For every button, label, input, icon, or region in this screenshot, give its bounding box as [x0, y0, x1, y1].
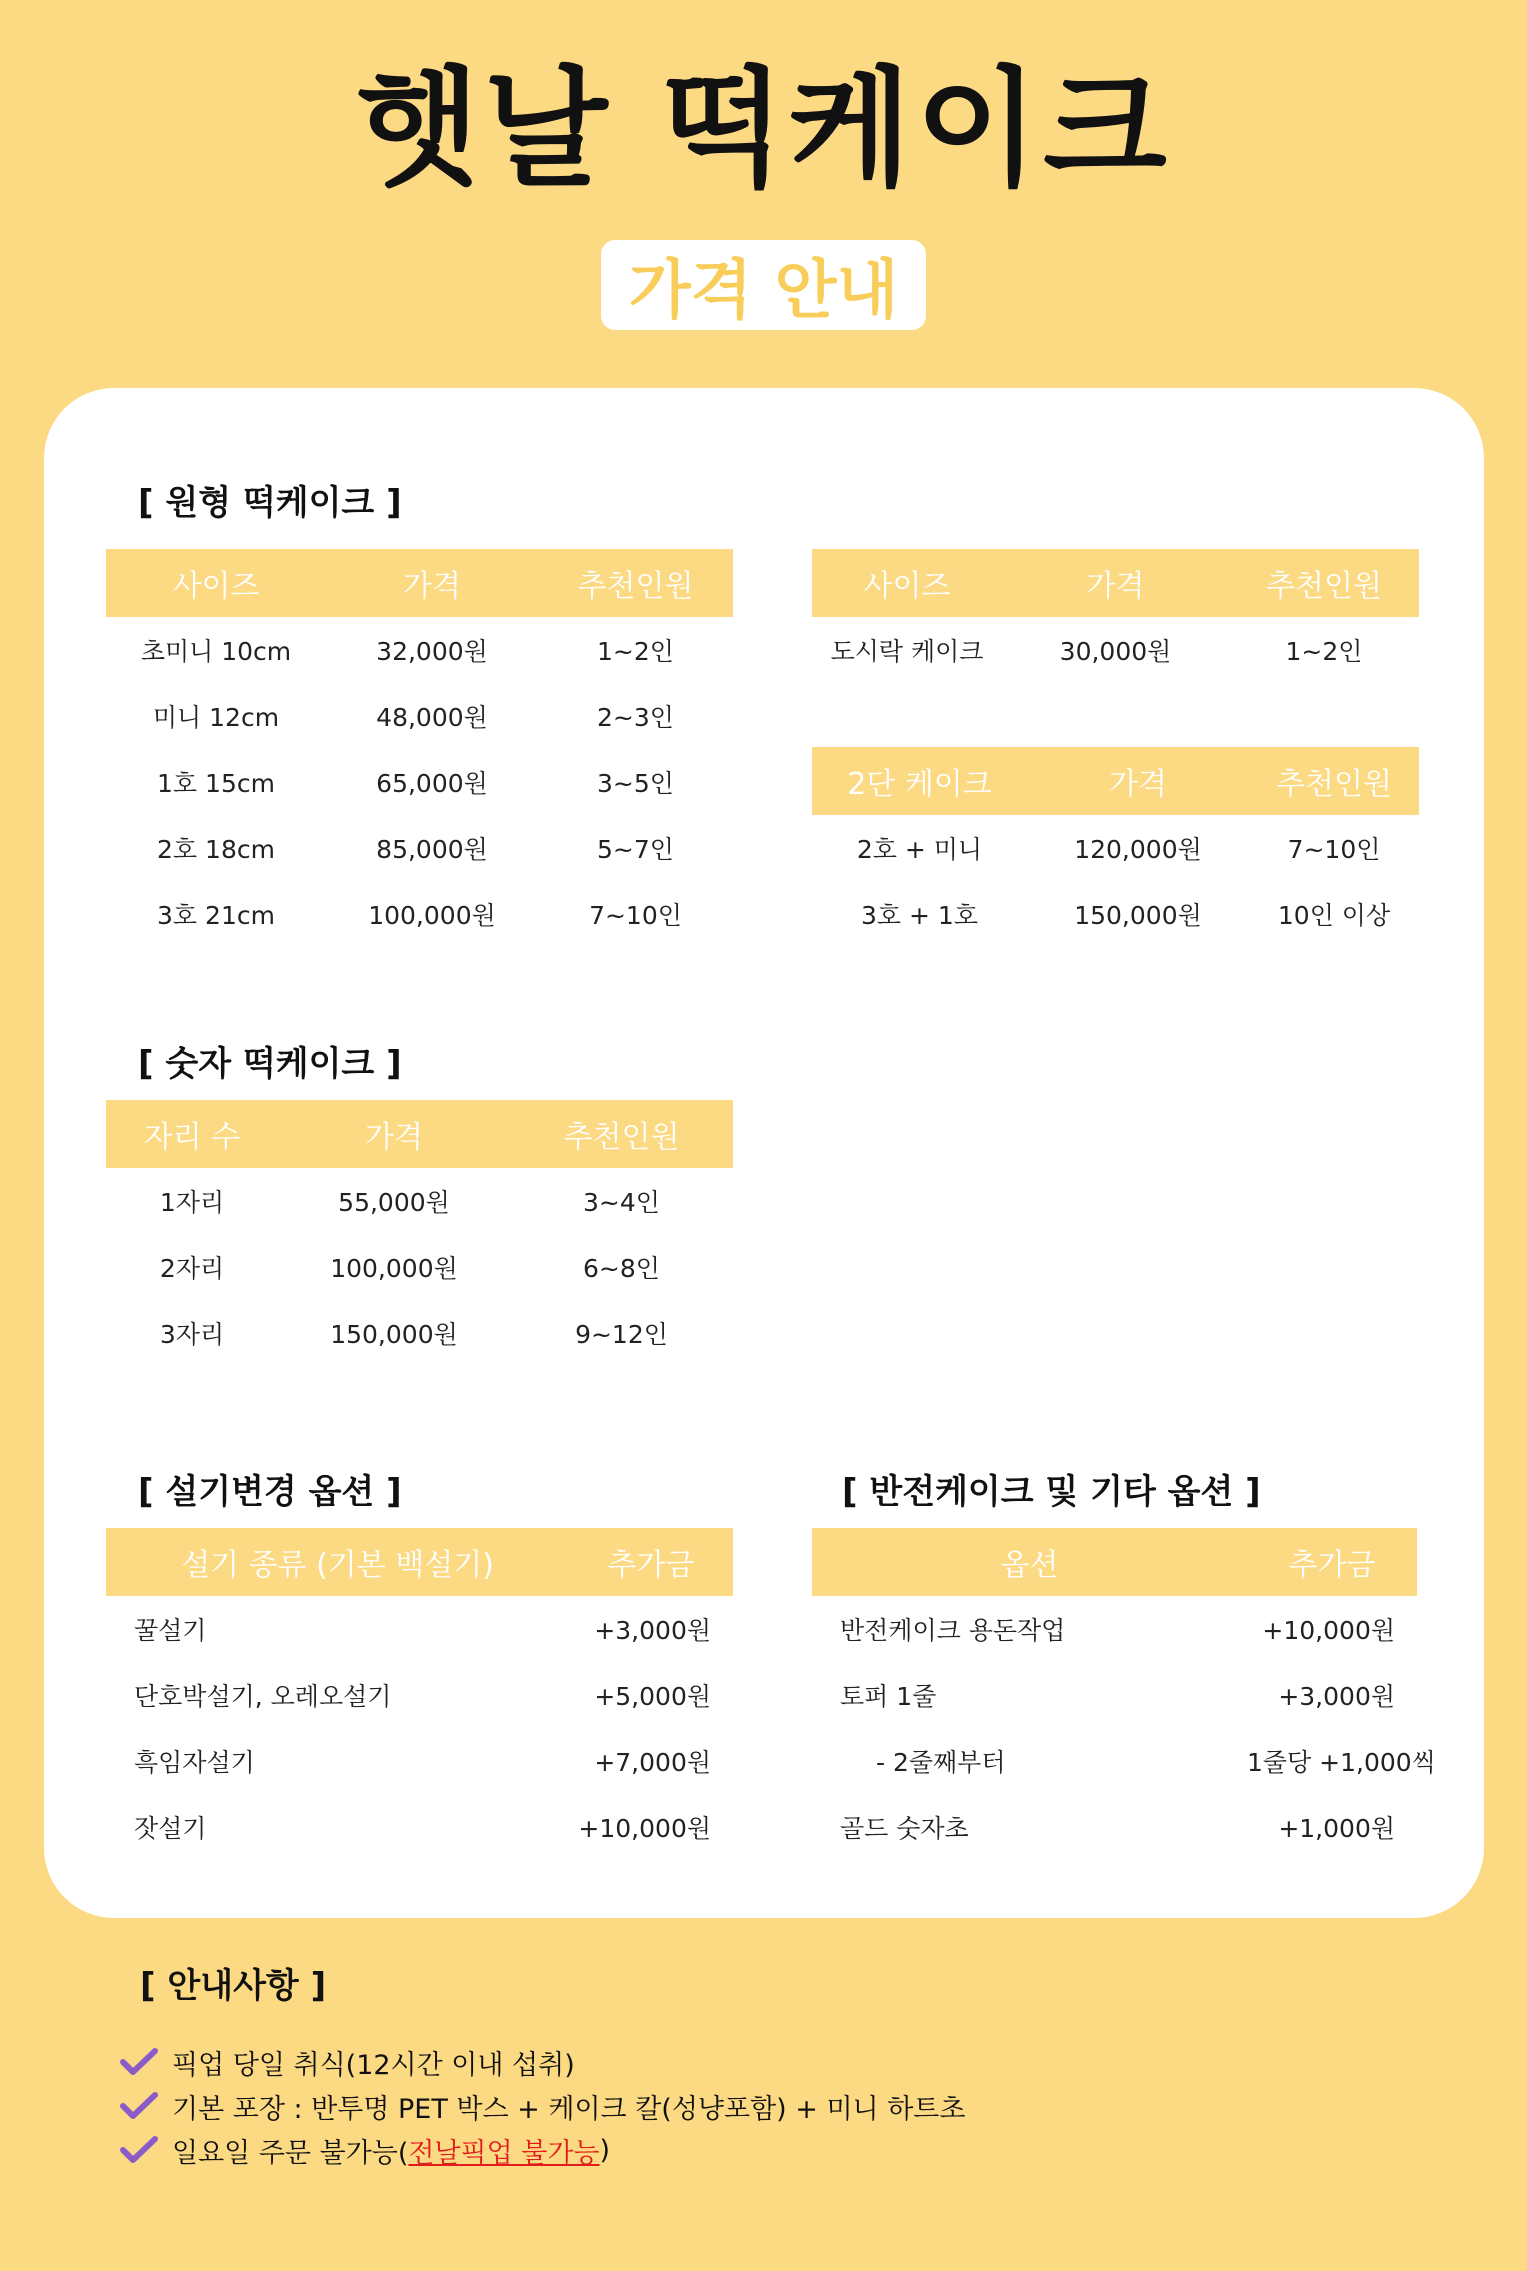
- table-header-row: [106, 1100, 733, 1168]
- header-cell: 가격: [326, 549, 538, 617]
- people-cell: 2~3인: [597, 703, 674, 732]
- extra-cost-cell: +3,000원: [1278, 1682, 1395, 1711]
- notice-text: 픽업 당일 취식(12시간 이내 섭취): [172, 2049, 575, 2081]
- table-row: [812, 1794, 1417, 1860]
- price-cell: 150,000원: [330, 1320, 458, 1349]
- round-section-title: [ 원형 떡케이크 ]: [138, 483, 402, 523]
- price-cell: 48,000원: [376, 703, 488, 732]
- table-row: [106, 683, 733, 749]
- check-icon: [120, 2047, 158, 2077]
- notice-list: [120, 2040, 965, 2172]
- option-cell: 반전케이크 용돈작업: [840, 1616, 1066, 1645]
- notice-item: [120, 2040, 965, 2084]
- table-row: [812, 1728, 1417, 1794]
- size-cell: 초미니 10cm: [140, 637, 292, 666]
- digits-cell: 1자리: [159, 1188, 225, 1217]
- price-cell: 32,000원: [376, 637, 488, 666]
- price-cell: 55,000원: [338, 1188, 450, 1217]
- subtitle-text: 가격 안내: [628, 254, 899, 328]
- table-row: [106, 881, 733, 947]
- header-cell: 가격: [278, 1100, 510, 1168]
- round-table: [106, 549, 733, 947]
- tier2-table: [812, 747, 1419, 947]
- size-cell: 1호 15cm: [157, 769, 275, 798]
- digits-cell: 2자리: [159, 1254, 225, 1283]
- table-row: [106, 1300, 733, 1366]
- table-row: [106, 1596, 733, 1662]
- header-cell: 사이즈: [106, 549, 326, 617]
- table-header-row: [812, 747, 1419, 815]
- people-cell: 7~10인: [1287, 835, 1381, 864]
- people-cell: 5~7인: [597, 835, 674, 864]
- table-header-row: [106, 549, 733, 617]
- header-cell: 가격: [1027, 747, 1249, 815]
- page-title: 햇날 떡케이크: [356, 55, 1171, 204]
- people-cell: 9~12인: [575, 1320, 668, 1349]
- notice-title: [ 안내사항 ]: [140, 1966, 327, 2006]
- people-cell: 3~4인: [583, 1188, 660, 1217]
- extra-cost-cell: +1,000원: [1278, 1814, 1395, 1843]
- number-table: [106, 1100, 733, 1366]
- people-cell: 7~10인: [589, 901, 682, 930]
- check-icon: [120, 2135, 158, 2165]
- price-cell: 100,000원: [330, 1254, 458, 1283]
- header-cell: 추가금: [569, 1528, 733, 1596]
- table-row: [812, 617, 1419, 683]
- table-header-row: [812, 1528, 1417, 1596]
- header-cell: 옵션: [812, 1528, 1247, 1596]
- table-header-row: [106, 1528, 733, 1596]
- table-row: [106, 1168, 733, 1234]
- header-cell: 2단 케이크: [812, 747, 1027, 815]
- options-section-title: [ 반전케이크 및 기타 옵션 ]: [842, 1472, 1261, 1512]
- people-cell: 6~8인: [583, 1254, 660, 1283]
- seolgi-table: [106, 1528, 733, 1860]
- table-header-row: [812, 549, 1419, 617]
- header-cell: 추천인원: [510, 1100, 733, 1168]
- table-row: [106, 1794, 733, 1860]
- header-cell: 추가금: [1247, 1528, 1417, 1596]
- people-cell: 3~5인: [597, 769, 674, 798]
- size-cell: 2호 + 미니: [856, 835, 983, 864]
- notice-item: [120, 2084, 965, 2128]
- options-table: [812, 1528, 1436, 1860]
- option-cell: 골드 숫자초: [840, 1814, 969, 1843]
- people-cell: 1~2인: [597, 637, 674, 666]
- size-cell: 도시락 케이크: [830, 637, 984, 666]
- table-row: [812, 1662, 1417, 1728]
- notice-text-prefix: 일요일 주문 불가능(: [172, 2137, 409, 2169]
- extra-cost-cell: +10,000원: [578, 1814, 711, 1843]
- table-row: [812, 1596, 1417, 1662]
- price-cell: 150,000원: [1074, 901, 1202, 930]
- price-cell: 65,000원: [376, 769, 488, 798]
- option-cell: 토퍼 1줄: [840, 1682, 937, 1711]
- table-row: [106, 1234, 733, 1300]
- extra-cost-cell: +7,000원: [594, 1748, 711, 1777]
- header-cell: 가격: [1002, 549, 1229, 617]
- digits-cell: 3자리: [159, 1320, 225, 1349]
- size-cell: 2호 18cm: [157, 835, 275, 864]
- size-cell: 3호 + 1호: [861, 901, 978, 930]
- option-cell: 잣설기: [134, 1814, 207, 1843]
- seolgi-section-title: [ 설기변경 옵션 ]: [138, 1472, 402, 1512]
- number-section-title: [ 숫자 떡케이크 ]: [138, 1044, 402, 1084]
- table-row: [106, 815, 733, 881]
- table-row: [812, 815, 1419, 881]
- notice-text: 기본 포장 : 반투명 PET 박스 + 케이크 칼(성냥포함) + 미니 하트초: [172, 2093, 966, 2125]
- price-cell: 85,000원: [376, 835, 488, 864]
- extra-cost-cell: +3,000원: [594, 1616, 711, 1645]
- people-cell: 10인 이상: [1277, 901, 1391, 930]
- table-row: [106, 617, 733, 683]
- size-cell: 3호 21cm: [157, 901, 275, 930]
- option-cell: 꿀설기: [134, 1616, 207, 1645]
- extra-cost-cell: 1줄당 +1,000씩: [1247, 1748, 1436, 1777]
- table-row: [106, 1728, 733, 1794]
- subtitle-badge: [601, 240, 926, 330]
- extra-cost-cell: +10,000원: [1262, 1616, 1395, 1645]
- size-cell: 미니 12cm: [152, 703, 280, 732]
- notice-warning-text: 전날픽업 불가능: [408, 2137, 600, 2169]
- notice-text-suffix: ): [599, 2134, 611, 2166]
- table-row: [106, 1662, 733, 1728]
- table-row: [812, 881, 1419, 947]
- price-cell: 30,000원: [1059, 637, 1172, 666]
- header-cell: 사이즈: [812, 549, 1002, 617]
- price-cell: 100,000원: [368, 901, 496, 930]
- price-cell: 120,000원: [1074, 835, 1202, 864]
- extra-cost-cell: +5,000원: [594, 1682, 711, 1711]
- option-cell: 단호박설기, 오레오설기: [134, 1682, 392, 1711]
- notice-item: [120, 2128, 965, 2172]
- header-cell: 추천인원: [538, 549, 733, 617]
- table-row: [106, 749, 733, 815]
- header-cell: 추천인원: [1249, 747, 1419, 815]
- header-cell: 추천인원: [1229, 549, 1419, 617]
- check-icon: [120, 2091, 158, 2121]
- lunchbox-table: [812, 549, 1419, 683]
- header-cell: 설기 종류 (기본 백설기): [106, 1528, 569, 1596]
- people-cell: 1~2인: [1285, 637, 1363, 666]
- header-cell: 자리 수: [106, 1100, 278, 1168]
- option-cell: 흑임자설기: [134, 1748, 255, 1777]
- option-cell: - 2줄째부터: [876, 1748, 1006, 1777]
